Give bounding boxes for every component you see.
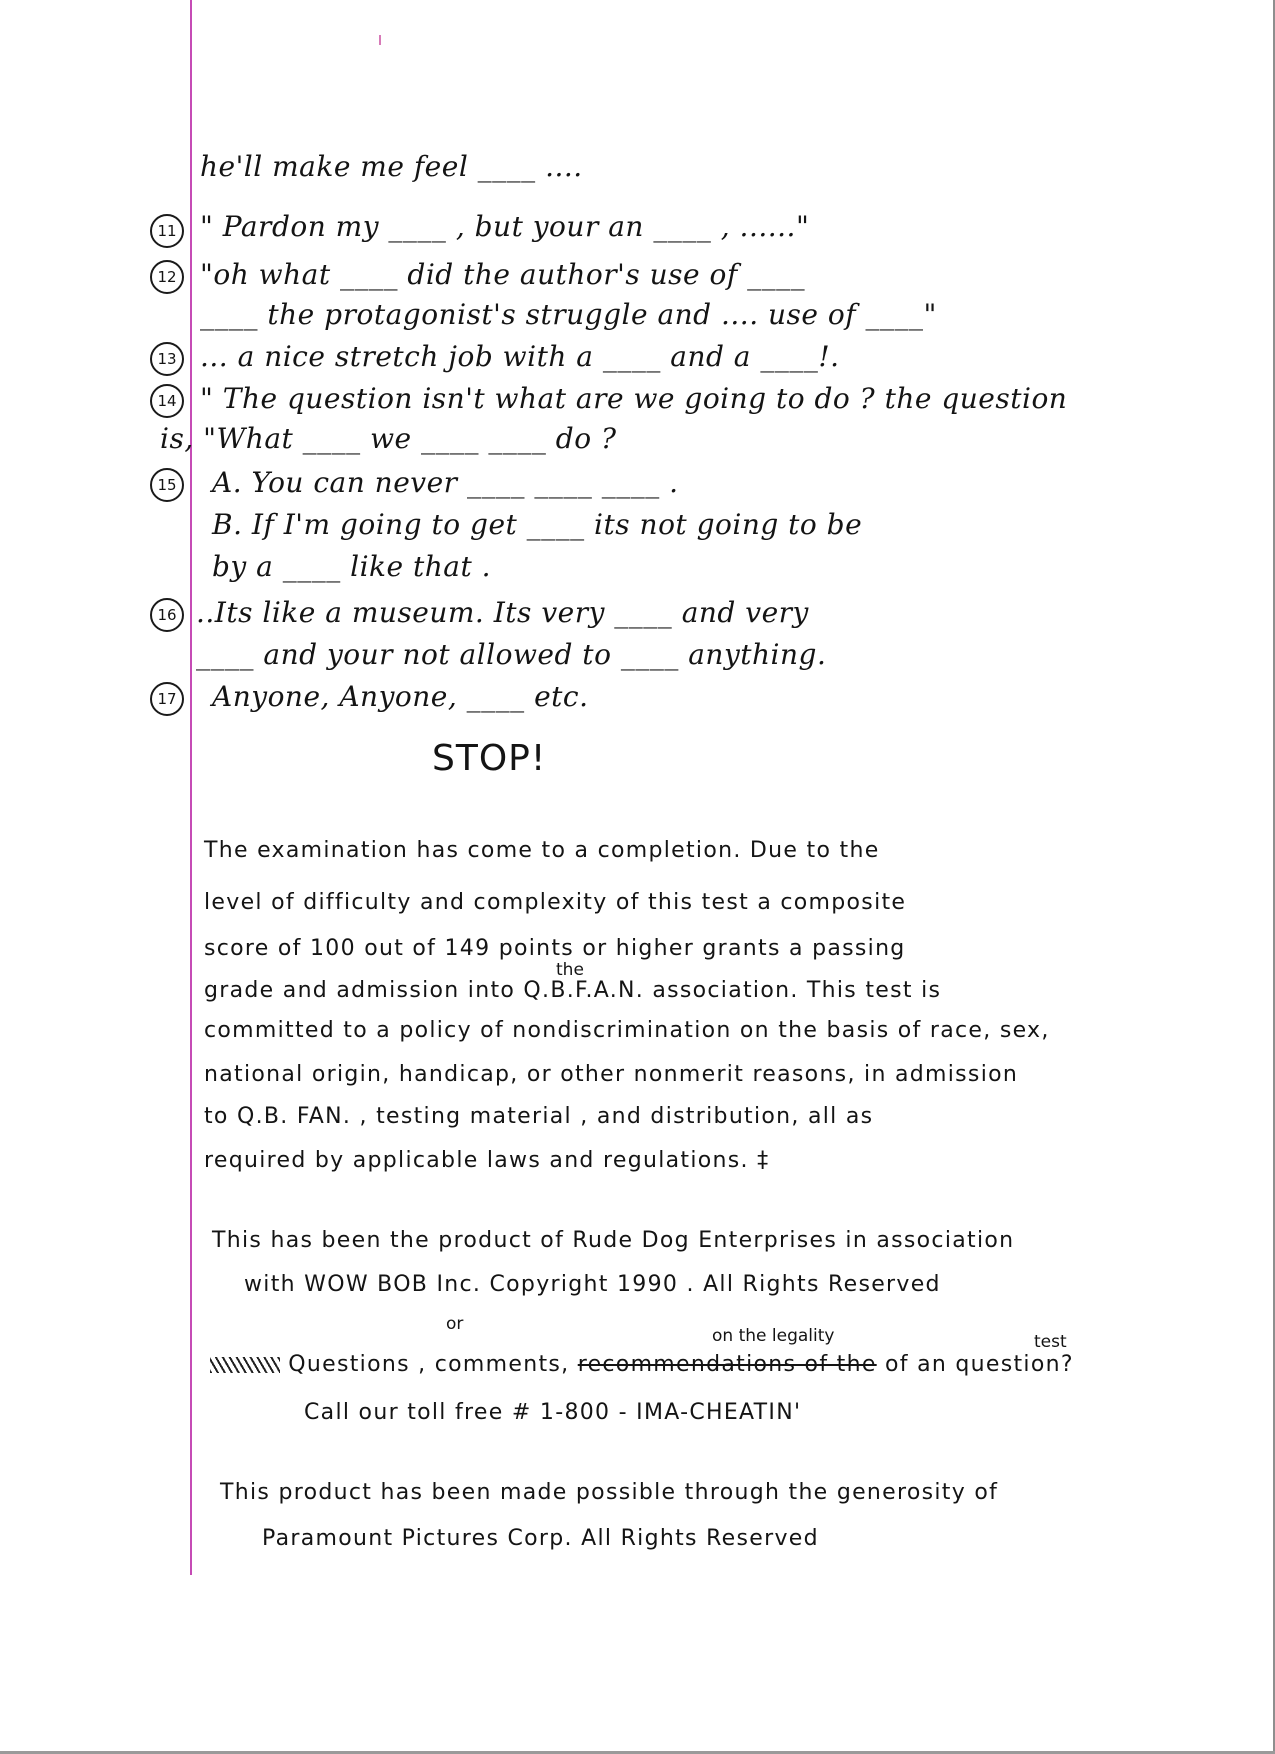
- stop-heading: STOP!: [432, 738, 547, 779]
- closing-line: committed to a policy of nondiscrimination on the basis of race, sex,: [204, 1018, 1050, 1043]
- credits-line: This has been the product of Rude Dog Enterprises in association: [212, 1228, 1015, 1253]
- quiz-line: by a ____ like that .: [212, 550, 492, 583]
- margin-rule: [190, 0, 192, 1575]
- closing-line: The examination has come to a completion. Due to the: [204, 838, 880, 863]
- closing-line: national origin, handicap, or other nonmerit reasons, in admission: [204, 1062, 1019, 1087]
- quiz-line: "oh what ____ did the author's use of ____: [200, 258, 806, 291]
- question-number-15: 15: [150, 468, 184, 502]
- closing-line: grade and admission into Q.B.F.A.N. association. This test is: [204, 978, 942, 1003]
- toll-free-line: Call our toll free # 1-800 - IMA-CHEATIN': [304, 1400, 802, 1425]
- paramount-line: This product has been made possible through the generosity of: [220, 1480, 999, 1505]
- question-number-14: 14: [150, 384, 184, 418]
- question-word: question?: [955, 1352, 1074, 1377]
- inserted-word: test: [1034, 1332, 1067, 1352]
- inserted-phrase: on the legality: [712, 1326, 835, 1346]
- quiz-line: " The question isn't what are we going to do ? the question: [200, 382, 1068, 415]
- question-number-12: 12: [150, 260, 184, 294]
- question-number-16: 16: [150, 598, 184, 632]
- closing-line: score of 100 out of 149 points or higher grants a passing: [204, 936, 906, 961]
- of-an-words: of an: [884, 1352, 948, 1377]
- question-number-13: 13: [150, 342, 184, 376]
- struck-phrase: recommendations of the: [577, 1352, 877, 1377]
- quiz-line: Anyone, Anyone, ____ etc.: [212, 680, 589, 713]
- quiz-line: B. If I'm going to get ____ its not going to be: [212, 508, 863, 541]
- quiz-line: is, "What ____ we ____ ____ do ?: [160, 422, 617, 455]
- quiz-line: ... a nice stretch job with a ____ and a ____!.: [200, 340, 840, 373]
- inserted-word: the: [556, 960, 584, 980]
- question-number-17: 17: [150, 682, 184, 716]
- closing-line: level of difficulty and complexity of this test a composite: [204, 890, 907, 915]
- scribbled-out-word: [210, 1357, 280, 1373]
- credits-line: with WOW BOB Inc. Copyright 1990 . All Rights Reserved: [244, 1272, 941, 1297]
- quiz-line: he'll make me feel ____ ....: [200, 150, 583, 183]
- quiz-line: " Pardon my ____ , but your an ____ , ......": [200, 210, 810, 243]
- closing-line: required by applicable laws and regulations. ‡: [204, 1148, 770, 1173]
- quiz-line: A. You can never ____ ____ ____ .: [212, 466, 679, 499]
- paramount-line: Paramount Pictures Corp. All Rights Reserved: [262, 1526, 819, 1551]
- comments-word: , comments,: [418, 1352, 570, 1377]
- questions-word: Questions: [288, 1352, 410, 1377]
- questions-line: [210, 1352, 1074, 1377]
- question-number-11: 11: [150, 214, 184, 248]
- inserted-word: or: [446, 1314, 464, 1334]
- closing-line: to Q.B. FAN. , testing material , and distribution, all as: [204, 1104, 874, 1129]
- quiz-line: ____ and your not allowed to ____ anything.: [196, 638, 827, 671]
- margin-tick: [379, 35, 381, 45]
- quiz-line: ____ the protagonist's struggle and .... use of ____": [200, 298, 937, 331]
- quiz-line: ..Its like a museum. Its very ____ and very: [196, 596, 809, 629]
